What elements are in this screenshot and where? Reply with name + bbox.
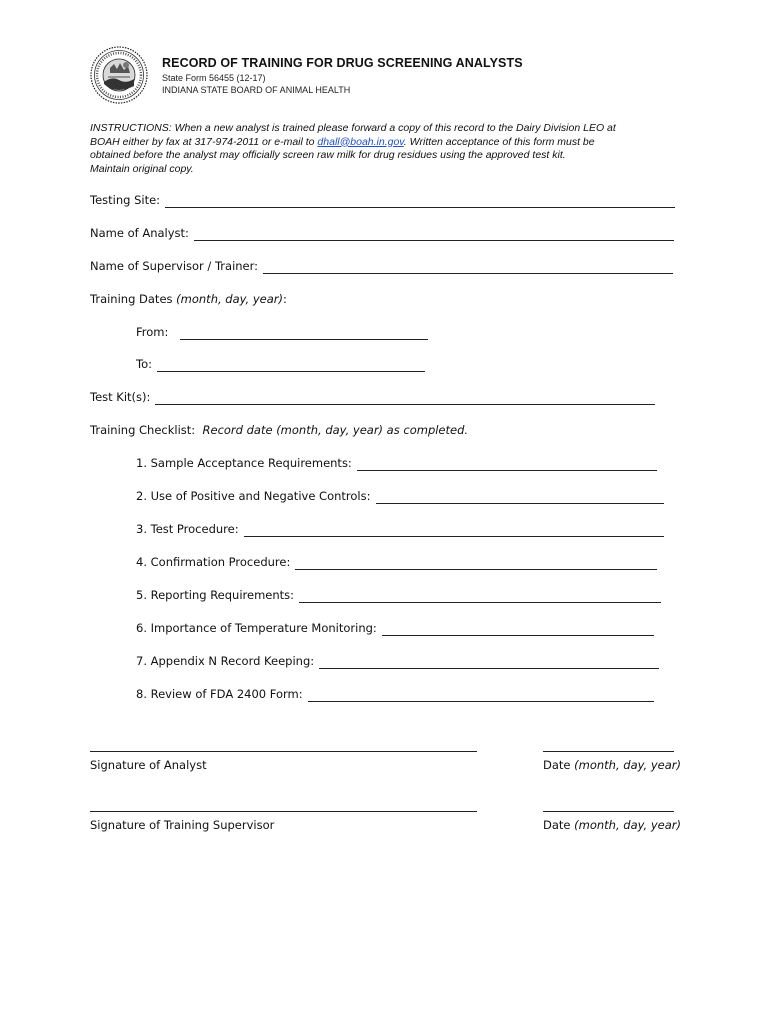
to-date-field[interactable] [157,359,425,372]
analyst-date-field[interactable] [543,751,674,752]
from-date-field[interactable] [180,327,428,340]
checklist-item-date-field[interactable] [319,656,659,669]
checklist-item-date-field[interactable] [295,557,657,570]
training-dates-colon: : [283,292,287,306]
state-seal-icon [90,46,148,104]
checklist-item-label: 3. Test Procedure: [136,522,239,536]
test-kits-field[interactable] [155,392,655,405]
supervisor-signature-field[interactable] [90,811,477,812]
instructions-line: Maintain original copy. [90,162,194,175]
supervisor-name-label: Name of Supervisor / Trainer: [90,259,259,273]
form-title: RECORD OF TRAINING FOR DRUG SCREENING ANALYSTS [162,56,523,70]
to-label: To: [136,357,152,371]
analyst-date-label [543,758,681,772]
testing-site-row [90,192,675,208]
agency-name: INDIANA STATE BOARD OF ANIMAL HEALTH [162,85,351,95]
checklist-item [136,554,657,570]
checklist-item-label: 4. Confirmation Procedure: [136,555,291,569]
testing-site-label: Testing Site: [90,193,161,207]
checklist-item-label: 8. Review of FDA 2400 Form: [136,687,303,701]
checklist-item-label: 7. Appendix N Record Keeping: [136,654,315,668]
supervisor-date-field[interactable] [543,811,674,812]
checklist-item [136,455,657,471]
training-dates-text: Training Dates [90,292,173,306]
checklist-item-label: 2. Use of Positive and Negative Controls: [136,489,371,503]
from-row [136,324,428,340]
analyst-signature-label: Signature of Analyst [90,758,207,772]
testing-site-field[interactable] [165,195,675,208]
date-hint: (month, day, year) [574,818,681,832]
analyst-name-field[interactable] [194,228,674,241]
checklist-item-date-field[interactable] [382,623,654,636]
supervisor-date-label [543,818,681,832]
instructions-text: BOAH either by fax at 317-974-2011 or e-mail to [90,135,318,148]
test-kits-row [90,389,655,405]
checklist-item-date-field[interactable] [244,524,664,537]
training-dates-hint: (month, day, year) [176,292,284,306]
checklist-heading-row [90,422,468,438]
instructions [90,122,680,176]
form-number: State Form 56455 (12-17) [162,73,266,83]
checklist-item [136,587,661,603]
checklist-item-label: 5. Reporting Requirements: [136,588,295,602]
date-hint: (month, day, year) [574,758,681,772]
checklist-item-date-field[interactable] [376,491,664,504]
checklist-item-date-field[interactable] [299,590,661,603]
checklist-item [136,686,654,702]
checklist-hint: Record date (month, day, year) as completed. [202,423,469,437]
instructions-text: . Written acceptance of this form must be [403,135,595,148]
checklist-item-date-field[interactable] [308,689,654,702]
checklist-item [136,620,654,636]
date-label: Date [543,758,571,772]
checklist-item [136,521,664,537]
analyst-name-label: Name of Analyst: [90,226,189,240]
analyst-name-row [90,225,674,241]
date-label: Date [543,818,571,832]
checklist-item [136,488,664,504]
to-row [136,356,425,372]
instructions-line: obtained before the analyst may officially screen raw milk for drug residues using the approved test kit. [90,149,566,161]
checklist-item-label: 6. Importance of Temperature Monitoring: [136,621,377,635]
checklist-label: Training Checklist: [90,423,196,437]
checklist-item-date-field[interactable] [357,458,657,471]
checklist-item [136,653,659,669]
supervisor-name-row [90,258,673,274]
analyst-signature-field[interactable] [90,751,477,752]
email-link[interactable]: dhall@boah.in.gov [317,135,404,148]
checklist-heading [90,422,468,438]
training-dates-row [90,291,287,307]
supervisor-signature-label: Signature of Training Supervisor [90,818,275,832]
from-label: From: [136,325,169,339]
instructions-line: INSTRUCTIONS: When a new analyst is trained please forward a copy of this record to the Dairy Division LEO at [90,122,616,134]
test-kits-label: Test Kit(s): [90,390,151,404]
supervisor-name-field[interactable] [263,261,673,274]
instructions-line [90,136,680,150]
training-dates-label [90,291,287,307]
checklist-item-label: 1. Sample Acceptance Requirements: [136,456,352,470]
